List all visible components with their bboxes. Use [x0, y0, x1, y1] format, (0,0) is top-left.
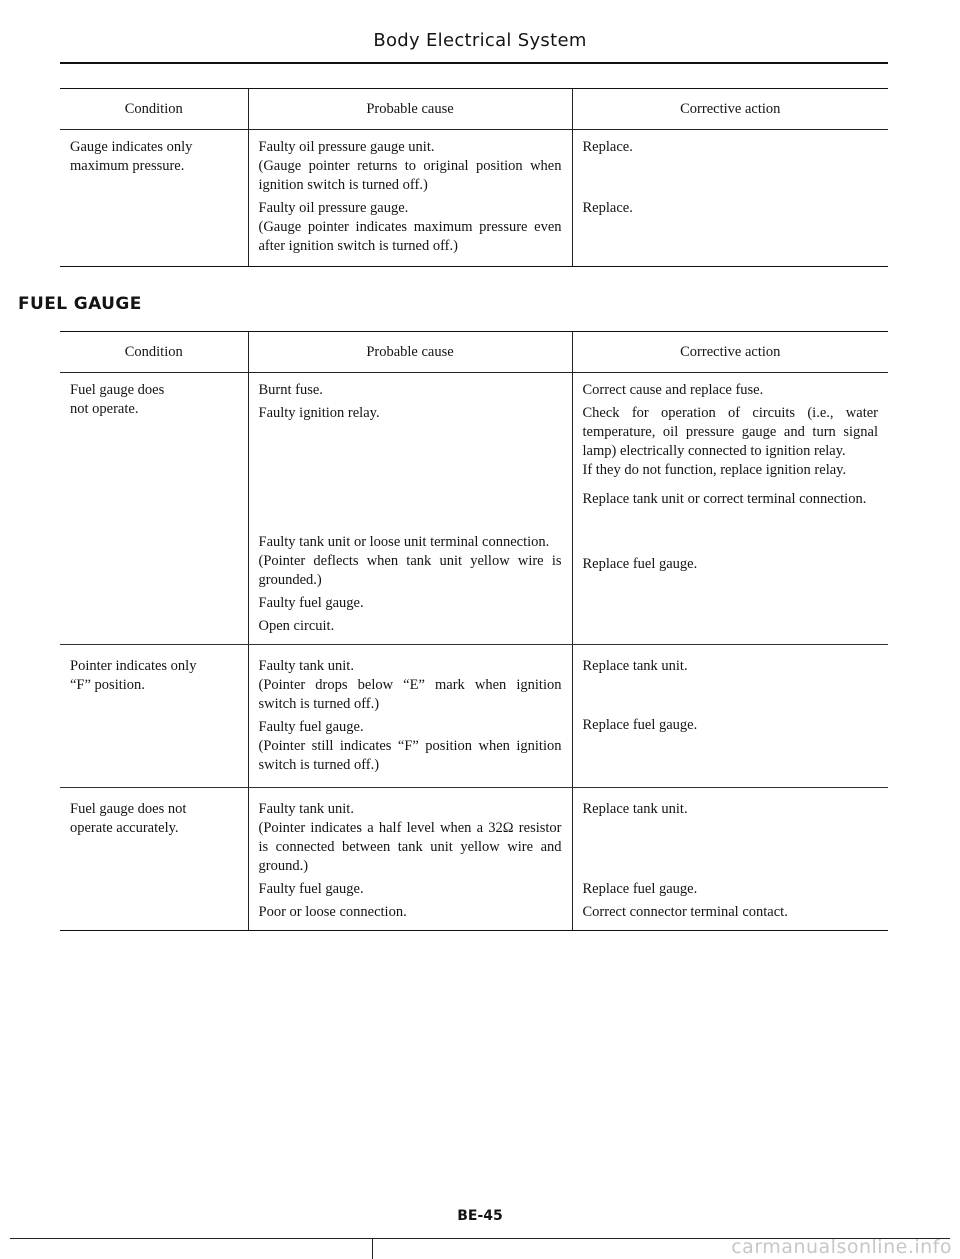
table-header-row	[60, 89, 888, 130]
watermark-text: carmanualsonline.info	[731, 1236, 952, 1258]
table-header-row	[60, 332, 888, 373]
table-row	[60, 788, 888, 931]
header-rule	[60, 62, 888, 64]
fuel-gauge-table	[60, 331, 888, 931]
column-header-condition: Condition	[60, 89, 248, 130]
section-title-fuel-gauge: FUEL GAUGE	[18, 294, 142, 314]
oil-pressure-table	[60, 88, 888, 267]
corrective-action-cell: Replace. Replace.	[572, 130, 888, 267]
condition-cell: Gauge indicates only maximum pressure.	[60, 130, 248, 267]
probable-cause-cell: Faulty tank unit. (Pointer indicates a half level when a 32Ω resistor is connected between tank unit yellow wire and ground.) Faulty fuel gauge. Poor or loose connection.	[248, 788, 572, 931]
column-header-probable-cause: Probable cause	[248, 332, 572, 373]
probable-cause-cell: Faulty oil pressure gauge unit. (Gauge pointer returns to original position when ignition switch is turned off.) Faulty oil pressure gauge. (Gauge pointer indicates maximum pressure even after ignition switch is turned off.)	[248, 130, 572, 267]
corrective-action-cell: Replace tank unit. Replace fuel gauge. Correct connector terminal contact.	[572, 788, 888, 931]
table-row	[60, 645, 888, 788]
condition-cell: Fuel gauge does not operate accurately.	[60, 788, 248, 931]
page-number: BE-45	[457, 1208, 503, 1224]
column-header-corrective-action: Corrective action	[572, 332, 888, 373]
page-header-title: Body Electrical System	[373, 30, 587, 51]
corrective-action-cell: Replace tank unit. Replace fuel gauge.	[572, 645, 888, 788]
column-header-probable-cause: Probable cause	[248, 89, 572, 130]
condition-cell: Pointer indicates only “F” position.	[60, 645, 248, 788]
table-row	[60, 373, 888, 645]
probable-cause-cell: Burnt fuse. Faulty ignition relay. Faulty tank unit or loose unit terminal connection. (Pointer deflects when tank unit yellow wire is grounded.) Faulty fuel gauge. Open circuit.	[248, 373, 572, 645]
footer-tick-mark	[372, 1239, 373, 1259]
column-header-corrective-action: Corrective action	[572, 89, 888, 130]
corrective-action-cell: Correct cause and replace fuse. Check for operation of circuits (i.e., water temperature, oil pressure gauge and turn signal lamp) electrically connected to ignition relay. If they do not function, replace ignition relay. Replace tank unit or correct terminal connection. Replace fuel gauge.	[572, 373, 888, 645]
condition-cell: Fuel gauge does not operate.	[60, 373, 248, 645]
probable-cause-cell: Faulty tank unit. (Pointer drops below “E” mark when ignition switch is turned off.) Faulty fuel gauge. (Pointer still indicates “F” position when ignition switch is turned off.)	[248, 645, 572, 788]
table-row	[60, 130, 888, 267]
column-header-condition: Condition	[60, 332, 248, 373]
